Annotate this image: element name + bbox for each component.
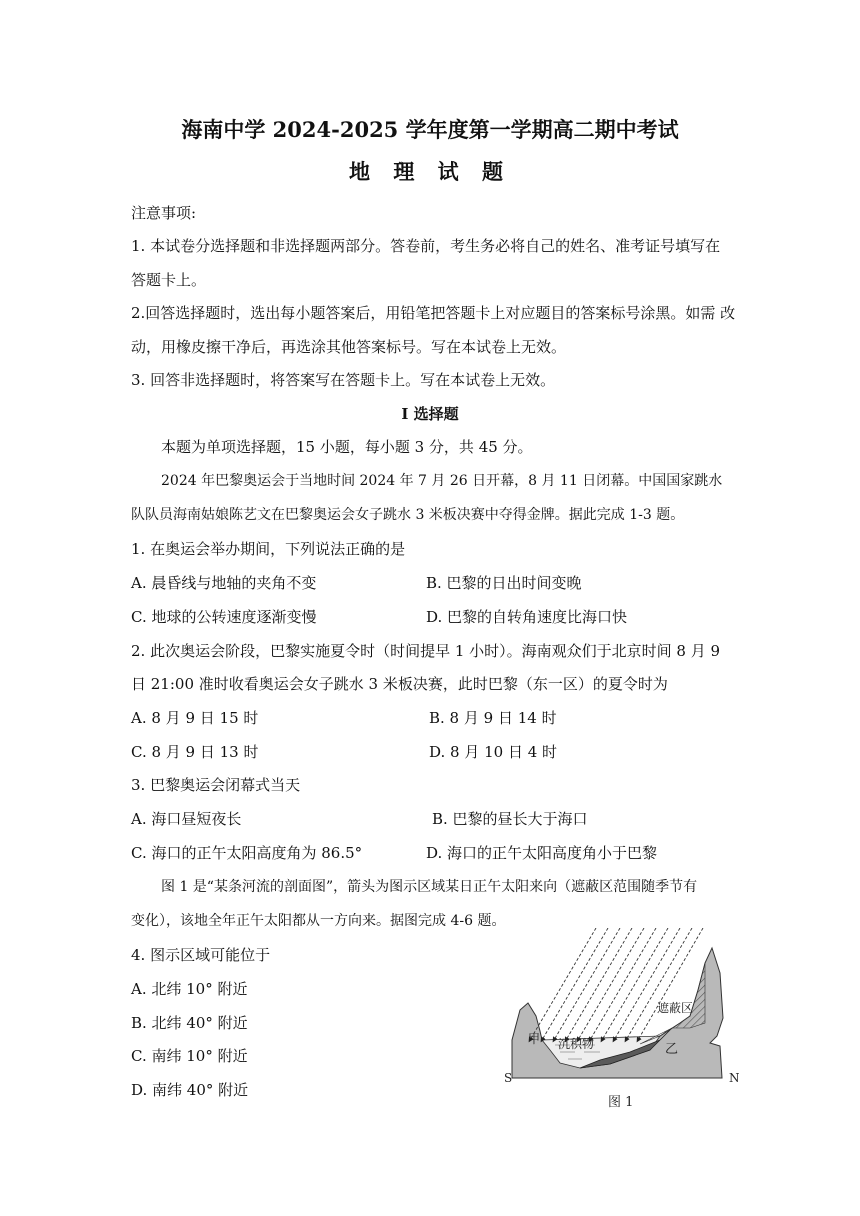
notice-item: 答题卡上。 bbox=[131, 271, 207, 289]
notice-item: 2.回答选择题时，选出每小题答案后，用铅笔把答题卡上对应题目的答案标号涂黑。如需 改 bbox=[131, 304, 736, 322]
q1-option-c: C. 地球的公转速度逐渐变慢 bbox=[131, 608, 317, 626]
south-label: S bbox=[504, 1071, 513, 1085]
q2-option-a: A. 8 月 9 日 15 时 bbox=[131, 709, 259, 727]
river-profile-diagram bbox=[500, 928, 750, 1113]
q2-option-b: B. 8 月 9 日 14 时 bbox=[429, 709, 557, 727]
question-2-stem: 2. 此次奥运会阶段，巴黎实施夏令时（时间提早 1 小时）。海南观众们于北京时间 8 月 9 bbox=[131, 642, 721, 660]
section-intro: 本题为单项选择题，15 小题，每小题 3 分，共 45 分。 bbox=[161, 438, 533, 456]
exam-title: 海南中学 2024-2025 学年度第一学期高二期中考试 bbox=[181, 117, 679, 142]
figure-1-river-profile bbox=[500, 928, 750, 1113]
q4-option-d: D. 南纬 40° 附近 bbox=[131, 1081, 249, 1099]
north-label: N bbox=[729, 1071, 740, 1085]
q4-option-c: C. 南纬 10° 附近 bbox=[131, 1047, 248, 1065]
question-2-stem-cont: 日 21:00 准时收看奥运会女子跳水 3 米板决赛，此时巴黎（东一区）的夏令时为 bbox=[131, 675, 668, 693]
exam-subtitle: 地 理 试 题 bbox=[349, 159, 511, 184]
passage-1-line: 队队员海南姑娘陈艺文在巴黎奥运会女子跳水 3 米板决赛中夺得金牌。据此完成 1-3 题。 bbox=[131, 507, 685, 523]
q4-option-b: B. 北纬 40° 附近 bbox=[131, 1014, 248, 1032]
figure-caption: 图 1 bbox=[608, 1095, 634, 1110]
point-yi-label: 乙 bbox=[665, 1042, 679, 1057]
q3-option-d: D. 海口的正午太阳高度角小于巴黎 bbox=[426, 844, 658, 862]
question-3-stem: 3. 巴黎奥运会闭幕式当天 bbox=[131, 776, 301, 794]
notice-heading: 注意事项: bbox=[131, 204, 197, 222]
q2-option-c: C. 8 月 9 日 13 时 bbox=[131, 743, 259, 761]
q1-option-b: B. 巴黎的日出时间变晚 bbox=[426, 574, 582, 592]
question-1-stem: 1. 在奥运会举办期间，下列说法正确的是 bbox=[131, 540, 406, 558]
passage-2-line: 图 1 是“某条河流的剖面图”，箭头为图示区域某日正午太阳来向（遮蔽区范围随季节有 bbox=[161, 879, 698, 895]
notice-item: 动，用橡皮擦干净后，再选涂其他答案标号。写在本试卷上无效。 bbox=[131, 338, 567, 356]
q4-option-a: A. 北纬 10° 附近 bbox=[131, 980, 248, 998]
shade-zone-label: 遮蔽区 bbox=[657, 1001, 694, 1015]
notice-item: 1. 本试卷分选择题和非选择题两部分。答卷前，考生务必将自己的姓名、准考证号填写在 bbox=[131, 237, 721, 255]
passage-2-line: 变化），该地全年正午太阳都从一方向来。据图完成 4-6 题。 bbox=[131, 913, 506, 929]
q3-option-c: C. 海口的正午太阳高度角为 86.5° bbox=[131, 844, 363, 862]
question-4-stem: 4. 图示区域可能位于 bbox=[131, 946, 271, 964]
q1-option-a: A. 晨昏线与地轴的夹角不变 bbox=[131, 574, 317, 592]
q3-option-b: B. 巴黎的昼长大于海口 bbox=[432, 810, 588, 828]
passage-1-line: 2024 年巴黎奥运会于当地时间 2024 年 7 月 26 日开幕，8 月 11 日闭幕。中国国家跳水 bbox=[161, 473, 723, 489]
q1-option-d: D. 巴黎的自转角速度比海口快 bbox=[426, 608, 628, 626]
q2-option-d: D. 8 月 10 日 4 时 bbox=[429, 743, 558, 761]
section-title: Ⅰ 选择题 bbox=[401, 405, 459, 423]
point-jia-label: 甲 bbox=[528, 1032, 541, 1046]
q3-option-a: A. 海口昼短夜长 bbox=[131, 810, 242, 828]
notice-item: 3. 回答非选择题时，将答案写在答题卡上。写在本试卷上无效。 bbox=[131, 371, 556, 389]
sediment-label: 沉积物 bbox=[558, 1037, 595, 1051]
